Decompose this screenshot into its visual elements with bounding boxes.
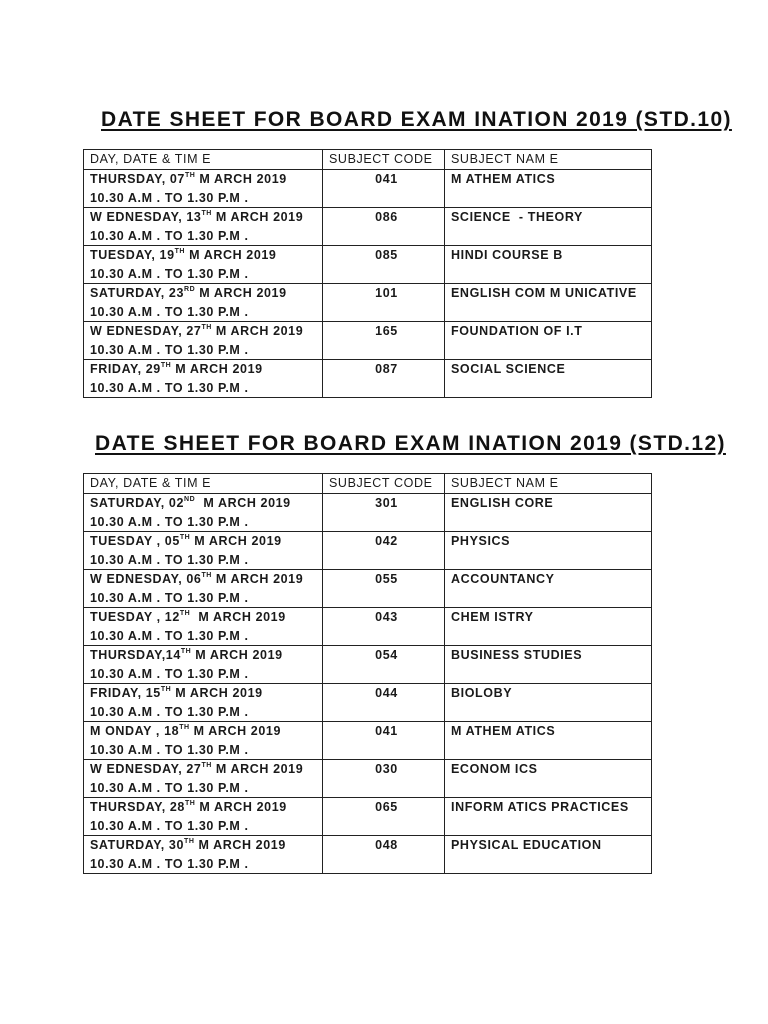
subject-name-cell: FOUNDATION OF I.T: [445, 322, 652, 360]
table-row: [84, 170, 652, 208]
std10-title: DATE SHEET FOR BOARD EXAM INATION 2019 (STD.10): [101, 108, 732, 131]
subject-name-cell: SCIENCE - THEORY: [445, 208, 652, 246]
exam-month-year: M ARCH 2019: [195, 800, 287, 814]
table-row: [84, 246, 652, 284]
subject-name-cell: PHYSICS: [445, 532, 652, 570]
std12-rows: [84, 494, 652, 874]
exam-day: FRIDAY, 15: [90, 686, 161, 700]
exam-month-year: M ARCH 2019: [211, 210, 304, 224]
subject-name-cell: ECONOM ICS: [445, 760, 652, 798]
exam-date: [90, 208, 322, 227]
exam-day: SATURDAY, 23: [90, 286, 185, 300]
exam-month-year: M ARCH 2019: [190, 534, 282, 548]
exam-date: [90, 646, 322, 665]
table-row: [84, 646, 652, 684]
subject-name-cell: ENGLISH CORE: [445, 494, 652, 532]
subject-name-cell: HINDI COURSE B: [445, 246, 652, 284]
subject-name-cell: M ATHEM ATICS: [445, 170, 652, 208]
subject-code-cell: 301: [323, 494, 445, 532]
date-ordinal-suffix: RD: [184, 286, 196, 293]
table-row: [84, 494, 652, 532]
exam-month-year: M ARCH 2019: [211, 572, 304, 586]
exam-day: FRIDAY, 29: [90, 362, 161, 376]
exam-date: [90, 246, 322, 265]
date-ordinal-suffix: ND: [184, 496, 196, 503]
subject-name-cell: BUSINESS STUDIES: [445, 646, 652, 684]
subject-code-cell: 101: [323, 284, 445, 322]
date-ordinal-suffix: TH: [184, 172, 196, 179]
exam-date: [90, 684, 322, 703]
table-row: [84, 836, 652, 874]
exam-time: 10.30 A.M . TO 1.30 P.M .: [90, 628, 249, 643]
exam-day: W EDNESDAY, 06: [90, 572, 202, 586]
exam-day: TUESDAY , 12: [90, 610, 180, 624]
exam-time: 10.30 A.M . TO 1.30 P.M .: [90, 190, 249, 205]
exam-day: SATURDAY, 30: [90, 838, 185, 852]
subject-name-cell: BIOLOBY: [445, 684, 652, 722]
exam-month-year: M ARCH 2019: [189, 724, 282, 738]
subject-name-cell: M ATHEM ATICS: [445, 722, 652, 760]
subject-code-cell: 044: [323, 684, 445, 722]
table-row: [84, 722, 652, 760]
table-header-row: [84, 150, 652, 170]
date-ordinal-suffix: TH: [179, 724, 190, 731]
exam-month-year: M ARCH 2019: [195, 172, 287, 186]
subject-code-cell: 048: [323, 836, 445, 874]
subject-name-cell: INFORM ATICS PRACTICES: [445, 798, 652, 836]
date-ordinal-suffix: TH: [174, 248, 185, 255]
subject-code-cell: 085: [323, 246, 445, 284]
exam-day: W EDNESDAY, 13: [90, 210, 202, 224]
date-ordinal-suffix: TH: [201, 324, 212, 331]
exam-date: [90, 322, 322, 341]
exam-date: [90, 532, 322, 551]
day-date-time-cell: [84, 170, 323, 208]
day-date-time-cell: [84, 646, 323, 684]
exam-day: THURSDAY, 07: [90, 172, 185, 186]
date-ordinal-suffix: TH: [180, 648, 192, 655]
exam-month-year: M ARCH 2019: [191, 648, 283, 662]
exam-time: 10.30 A.M . TO 1.30 P.M .: [90, 780, 249, 795]
day-date-time-cell: [84, 722, 323, 760]
exam-month-year: M ARCH 2019: [211, 762, 304, 776]
exam-date: [90, 722, 322, 741]
exam-month-year: M ARCH 2019: [195, 286, 287, 300]
exam-time: 10.30 A.M . TO 1.30 P.M .: [90, 342, 249, 357]
exam-day: SATURDAY, 02: [90, 496, 185, 510]
table-row: [84, 322, 652, 360]
subject-name-cell: CHEM ISTRY: [445, 608, 652, 646]
exam-month-year: M ARCH 2019: [190, 610, 286, 624]
subject-code-cell: 030: [323, 760, 445, 798]
exam-date: [90, 360, 322, 379]
exam-day: TUESDAY , 05: [90, 534, 180, 548]
date-ordinal-suffix: TH: [201, 210, 212, 217]
subject-code-cell: 086: [323, 208, 445, 246]
header-day-date-time: DAY, DATE & TIM E: [84, 150, 323, 170]
exam-day: W EDNESDAY, 27: [90, 324, 202, 338]
exam-time: 10.30 A.M . TO 1.30 P.M .: [90, 742, 249, 757]
exam-time: 10.30 A.M . TO 1.30 P.M .: [90, 590, 249, 605]
exam-date: [90, 608, 322, 627]
exam-time: 10.30 A.M . TO 1.30 P.M .: [90, 552, 249, 567]
table-row: [84, 798, 652, 836]
date-ordinal-suffix: TH: [160, 362, 172, 369]
header-subject-code: SUBJECT CODE: [323, 150, 445, 170]
exam-date: [90, 494, 322, 513]
header-day-date-time: DAY, DATE & TIM E: [84, 474, 323, 494]
exam-day: W EDNESDAY, 27: [90, 762, 202, 776]
table-row: [84, 570, 652, 608]
subject-code-cell: 065: [323, 798, 445, 836]
subject-name-cell: PHYSICAL EDUCATION: [445, 836, 652, 874]
day-date-time-cell: [84, 570, 323, 608]
day-date-time-cell: [84, 684, 323, 722]
day-date-time-cell: [84, 246, 323, 284]
exam-time: 10.30 A.M . TO 1.30 P.M .: [90, 856, 249, 871]
subject-code-cell: 055: [323, 570, 445, 608]
exam-day: THURSDAY,14: [90, 648, 181, 662]
subject-name-cell: ACCOUNTANCY: [445, 570, 652, 608]
exam-time: 10.30 A.M . TO 1.30 P.M .: [90, 266, 249, 281]
header-subject-code: SUBJECT CODE: [323, 474, 445, 494]
exam-month-year: M ARCH 2019: [195, 496, 291, 510]
exam-time: 10.30 A.M . TO 1.30 P.M .: [90, 818, 249, 833]
exam-date: [90, 570, 322, 589]
subject-code-cell: 087: [323, 360, 445, 398]
exam-month-year: M ARCH 2019: [171, 686, 263, 700]
date-ordinal-suffix: TH: [184, 800, 196, 807]
subject-code-cell: 043: [323, 608, 445, 646]
header-subject-name: SUBJECT NAM E: [445, 150, 652, 170]
day-date-time-cell: [84, 760, 323, 798]
header-subject-name: SUBJECT NAM E: [445, 474, 652, 494]
date-ordinal-suffix: TH: [201, 572, 212, 579]
exam-date: [90, 284, 322, 303]
table-row: [84, 208, 652, 246]
exam-month-year: M ARCH 2019: [171, 362, 263, 376]
date-ordinal-suffix: TH: [179, 534, 191, 541]
exam-day: TUESDAY, 19: [90, 248, 175, 262]
exam-date: [90, 170, 322, 189]
table-row: [84, 684, 652, 722]
exam-date: [90, 760, 322, 779]
day-date-time-cell: [84, 322, 323, 360]
day-date-time-cell: [84, 798, 323, 836]
subject-code-cell: 041: [323, 722, 445, 760]
subject-code-cell: 054: [323, 646, 445, 684]
exam-month-year: M ARCH 2019: [185, 248, 277, 262]
day-date-time-cell: [84, 836, 323, 874]
day-date-time-cell: [84, 208, 323, 246]
day-date-time-cell: [84, 284, 323, 322]
table-row: [84, 360, 652, 398]
table-row: [84, 760, 652, 798]
exam-month-year: M ARCH 2019: [194, 838, 286, 852]
subject-code-cell: 041: [323, 170, 445, 208]
subject-name-cell: ENGLISH COM M UNICATIVE: [445, 284, 652, 322]
date-ordinal-suffix: TH: [160, 686, 172, 693]
date-ordinal-suffix: TH: [184, 838, 195, 845]
day-date-time-cell: [84, 532, 323, 570]
std10-rows: [84, 170, 652, 398]
subject-code-cell: 165: [323, 322, 445, 360]
date-ordinal-suffix: TH: [179, 610, 191, 617]
exam-time: 10.30 A.M . TO 1.30 P.M .: [90, 304, 249, 319]
table-header-row: [84, 474, 652, 494]
std12-date-sheet-table: [83, 473, 652, 874]
day-date-time-cell: [84, 608, 323, 646]
day-date-time-cell: [84, 360, 323, 398]
table-row: [84, 532, 652, 570]
exam-time: 10.30 A.M . TO 1.30 P.M .: [90, 666, 249, 681]
date-ordinal-suffix: TH: [201, 762, 212, 769]
table-row: [84, 608, 652, 646]
day-date-time-cell: [84, 494, 323, 532]
exam-time: 10.30 A.M . TO 1.30 P.M .: [90, 228, 249, 243]
exam-time: 10.30 A.M . TO 1.30 P.M .: [90, 514, 249, 529]
table-row: [84, 284, 652, 322]
exam-month-year: M ARCH 2019: [211, 324, 304, 338]
subject-code-cell: 042: [323, 532, 445, 570]
exam-day: M ONDAY , 18: [90, 724, 180, 738]
exam-time: 10.30 A.M . TO 1.30 P.M .: [90, 380, 249, 395]
exam-time: 10.30 A.M . TO 1.30 P.M .: [90, 704, 249, 719]
std10-date-sheet-table: [83, 149, 652, 398]
std12-title: DATE SHEET FOR BOARD EXAM INATION 2019 (STD.12): [95, 432, 726, 455]
exam-date: [90, 836, 322, 855]
exam-day: THURSDAY, 28: [90, 800, 185, 814]
exam-date: [90, 798, 322, 817]
subject-name-cell: SOCIAL SCIENCE: [445, 360, 652, 398]
